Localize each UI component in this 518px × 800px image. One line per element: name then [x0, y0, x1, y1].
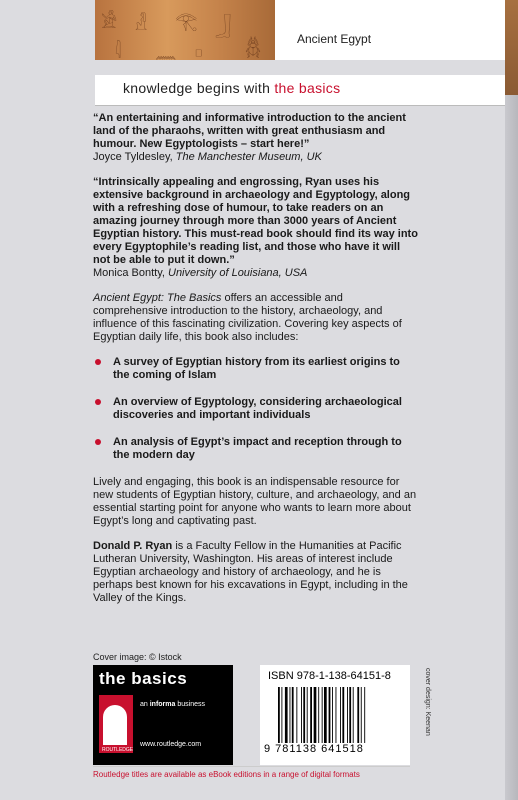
- series-logo: the basics: [99, 669, 188, 688]
- hieroglyph-decoration: 𓂀: [175, 11, 198, 32]
- quote-affiliation: The Manchester Museum, UK: [175, 151, 322, 163]
- hieroglyph-photo: [95, 0, 275, 60]
- informa-business: an informa business: [140, 701, 205, 708]
- book-title: Ancient Egypt: The Basics: [93, 292, 222, 304]
- publisher-block: [93, 665, 233, 765]
- series-title: Ancient Egypt: [297, 32, 372, 46]
- spine-edge: [505, 0, 518, 800]
- logo-figure: [103, 705, 127, 745]
- barcode-number: 9 781138 641518: [264, 743, 364, 755]
- bullet-icon: [95, 359, 101, 365]
- tagline-red: the basics: [274, 80, 341, 96]
- hieroglyph-decoration: 𓆣: [245, 38, 262, 59]
- quote-affiliation: University of Louisiana, USA: [168, 267, 308, 279]
- author-bio-text: is a Faculty Fellow in the Humanities at Pacific Lutheran University, Washington. His areas of interest include Egyptian archaeology and history of archaeology, and he is perhaps best known for his excavations in Egypt, including in the Valley of the Kings.: [93, 540, 408, 604]
- routledge-logo-icon: [99, 695, 133, 753]
- feature-list: [93, 356, 418, 462]
- footer-divider: [93, 766, 410, 767]
- hieroglyph-decoration: 𓃀: [215, 16, 232, 37]
- author-bio: [93, 540, 418, 605]
- hieroglyph-decoration: 𓈖: [155, 42, 177, 60]
- quote-1: [93, 112, 418, 164]
- quote-text: “Intrinsically appealing and engrossing, Ryan uses his extensive background in archaeology and Egyptology, along with a refreshing dose of humour, to take readers on an amazing journey through more than 3000 years of Ancient Egyptian history. This must-read book should find its way into every Egyptophile’s reading list, and those who have it will not be able to put it down.”: [93, 176, 418, 266]
- divider: [95, 105, 505, 106]
- quote-text: “An entertaining and informative introduction to the ancient land of the pharaohs, written with great enthusiasm and humour. New Egyptologists – start here!”: [93, 112, 406, 150]
- series-title-box: [275, 0, 505, 60]
- barcode-icon: [278, 687, 398, 743]
- quote-author: Monica Bontty,: [93, 267, 168, 279]
- intro-text: offers an accessible and comprehensive introduction to the history, archaeology, and influence of this fascinating civilization. Covering key aspects of Egyptian daily life, this book also includes:: [93, 292, 402, 343]
- bullet-icon: [95, 399, 101, 405]
- bullet-icon: [95, 439, 101, 445]
- quote-author: Joyce Tyldesley,: [93, 151, 176, 163]
- tagline-bar: [95, 75, 505, 105]
- summary-paragraph: Lively and engaging, this book is an indispensable resource for new students of Egyptian history, culture, and archaeology, and an essential starting point for anyone who wants to learn more about Egypt’s long and captivating past.: [93, 476, 417, 527]
- intro-paragraph: [93, 292, 418, 344]
- list-item: A survey of Egyptian history from its earliest origins to the coming of Islam: [93, 356, 418, 382]
- author-name: Donald P. Ryan: [93, 540, 173, 552]
- tagline: [123, 80, 340, 96]
- publisher-url: www.routledge.com: [140, 741, 202, 748]
- isbn-box: [260, 665, 410, 765]
- list-item: An analysis of Egypt’s impact and reception through to the modern day: [93, 436, 418, 462]
- spine-edge-top: [505, 0, 518, 95]
- isbn-label: ISBN 978-1-138-64151-8: [268, 670, 391, 682]
- hieroglyph-decoration: 𓁐: [135, 14, 148, 35]
- hieroglyph-decoration: 𓇋: [115, 42, 122, 60]
- list-item: An overview of Egyptology, considering archaeological discoveries and important individuals: [93, 396, 418, 422]
- quote-2: [93, 176, 418, 280]
- cover-image-credit: Cover image: © Istock: [93, 652, 182, 662]
- blurb: [93, 112, 418, 617]
- logo-text: ROUTLEDGE: [102, 747, 134, 753]
- ebook-note: Routledge titles are available as eBook editions in a range of digital formats: [93, 770, 360, 779]
- hieroglyph-decoration: 𓀀: [101, 12, 118, 33]
- cover-design-credit: cover design: Keenan: [424, 668, 431, 736]
- tagline-plain: knowledge begins with: [123, 80, 275, 96]
- hieroglyph-decoration: 𓊪: [195, 40, 203, 60]
